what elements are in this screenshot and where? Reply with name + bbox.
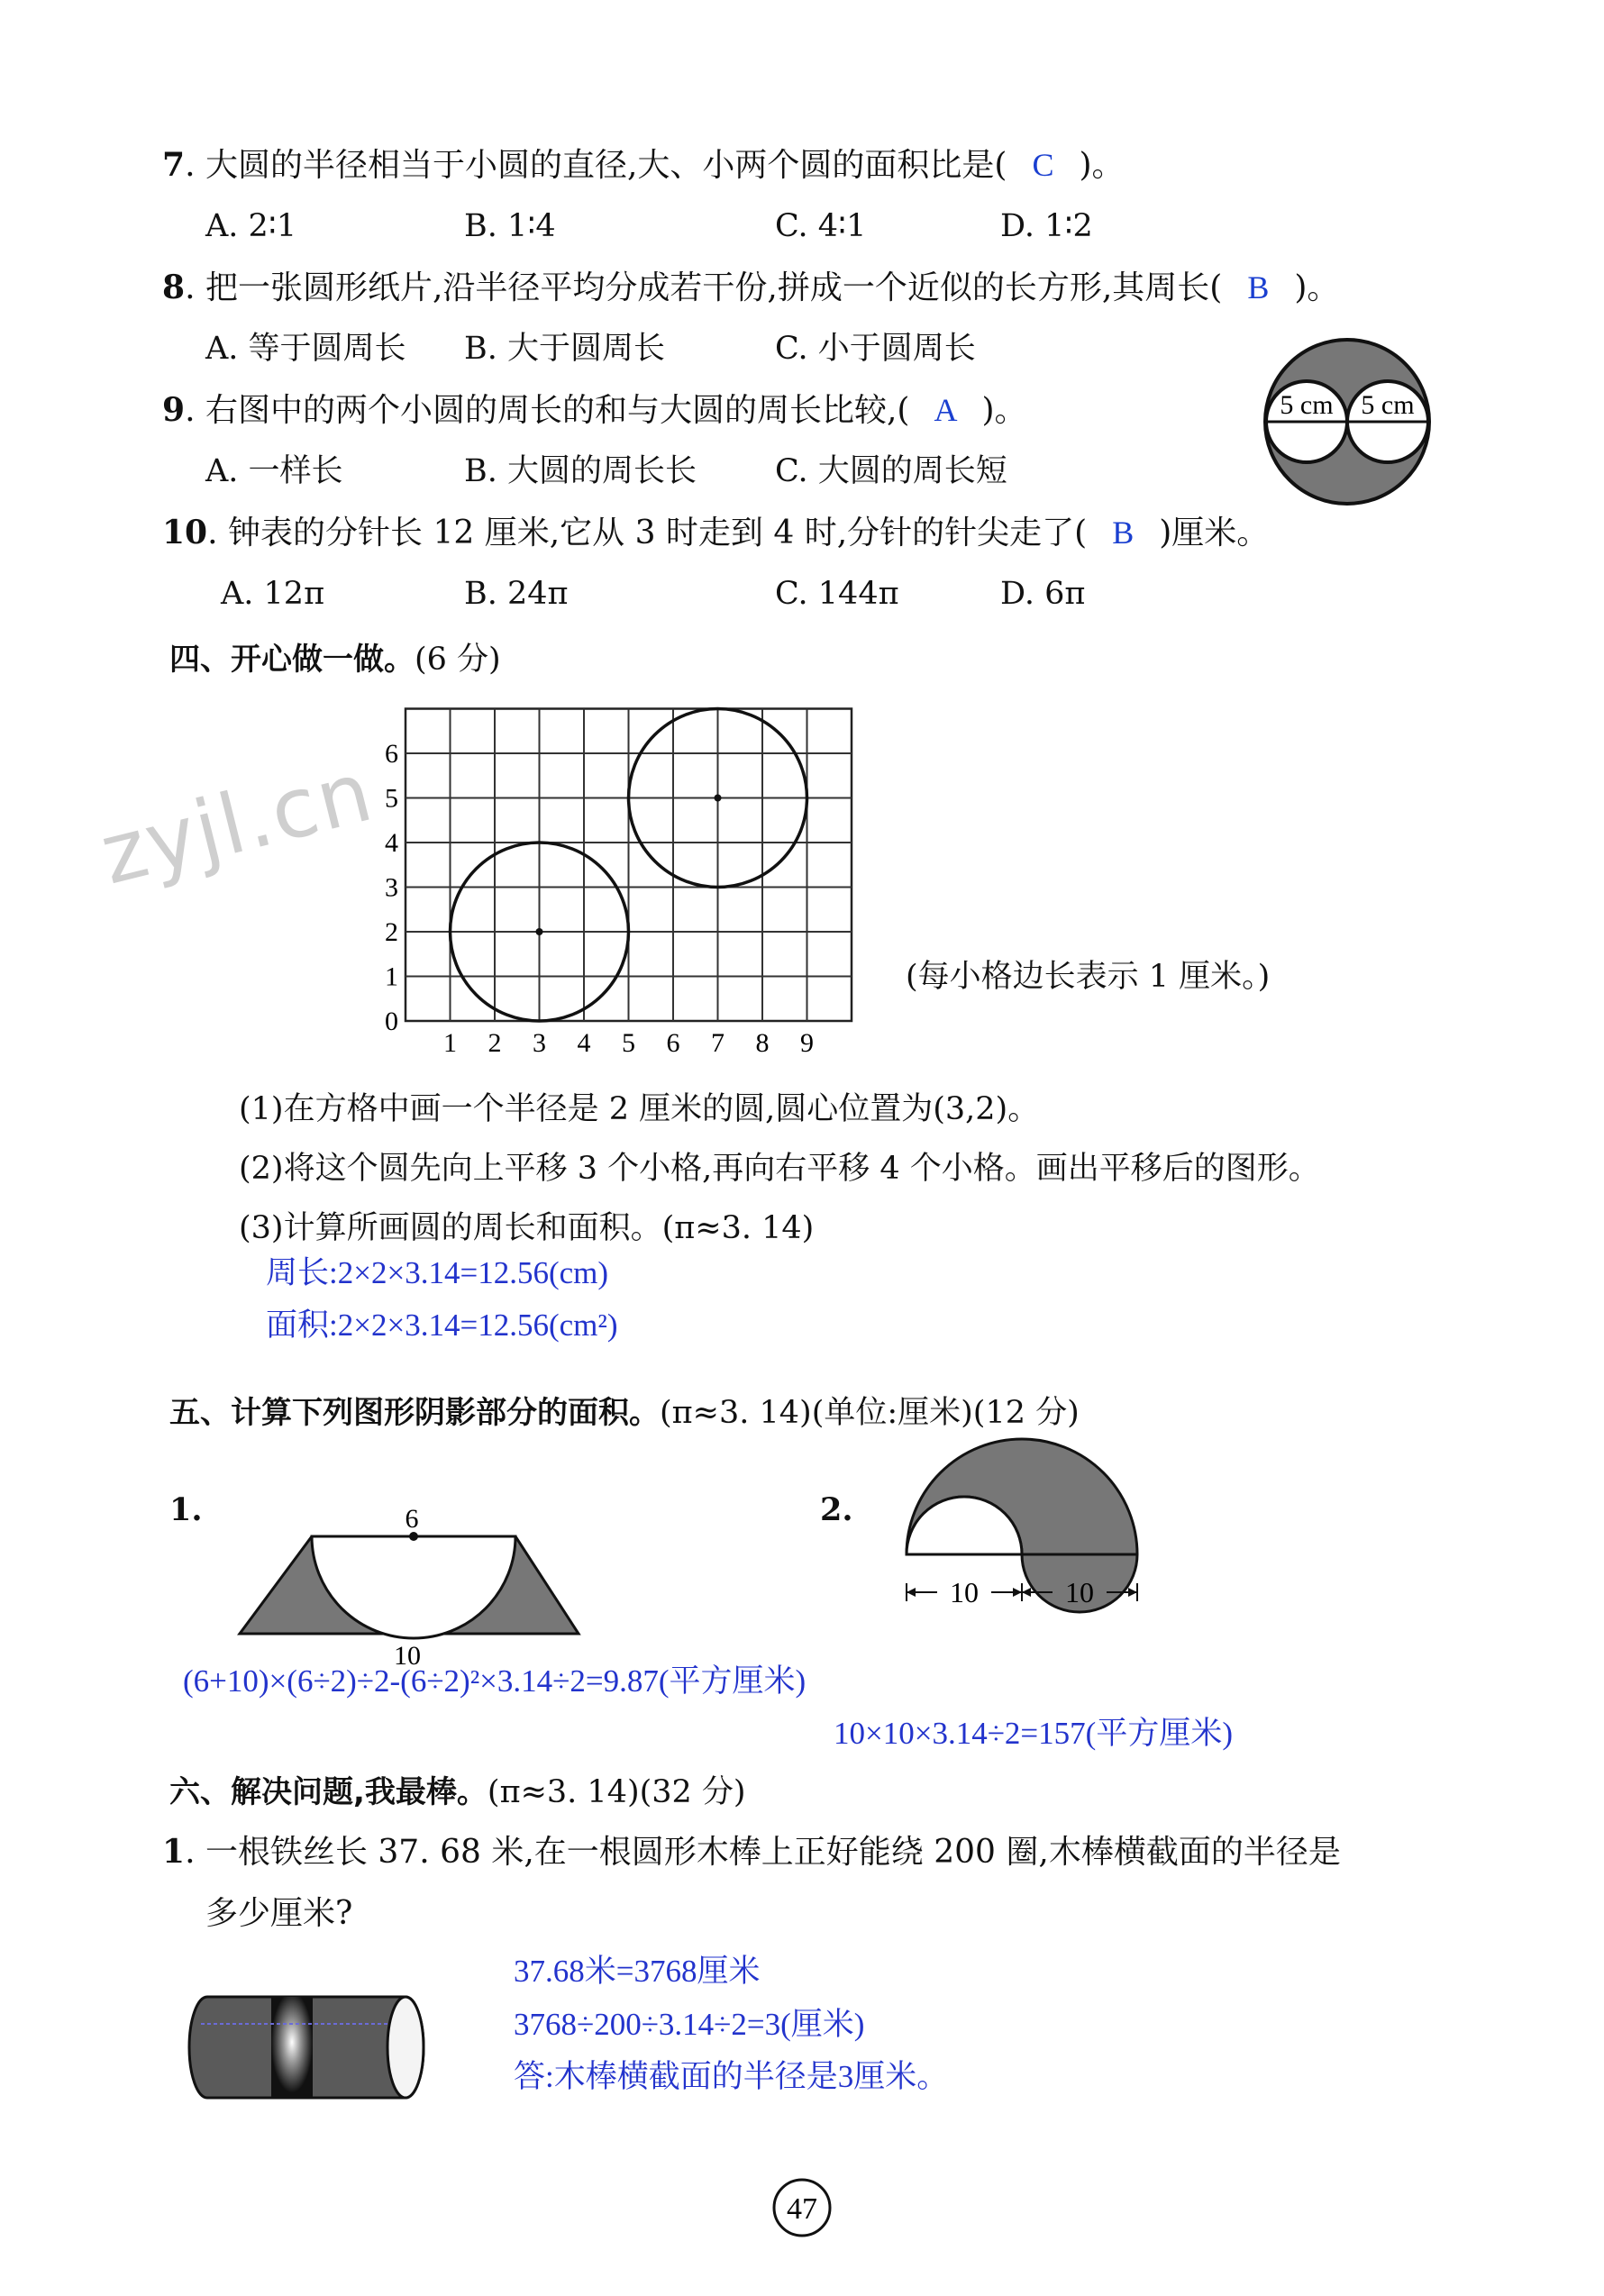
shaded-semicircles-figure <box>901 1410 1171 1608</box>
grid-note: (每小格边长表示 1 厘米。) <box>906 959 1271 995</box>
section-5-answer-1: (6+10)×(6÷2)÷2-(6÷2)²×3.14÷2=9.87(平方厘米) <box>183 1663 807 1699</box>
fig2-label-right: 10 <box>1065 1576 1094 1608</box>
fig2-label-left: 10 <box>950 1576 979 1608</box>
q9-option-a: A. 一样长 <box>205 453 343 489</box>
section-6-answer-line-3: 答:木棒横截面的半径是3厘米。 <box>514 2059 949 2094</box>
q10-option-a: A. 12π <box>221 576 325 612</box>
fig1-bottom-label: 10 <box>394 1641 421 1671</box>
y-tick-label: 4 <box>385 828 398 858</box>
section-6-heading <box>169 1773 746 1811</box>
coordinate-grid <box>378 698 883 1077</box>
question-9-number: 9 <box>162 391 186 429</box>
q7-option-c: C. 4∶1 <box>775 208 867 244</box>
circle-center-dot <box>715 795 722 802</box>
question-9 <box>162 391 1027 430</box>
question-7 <box>162 146 1125 185</box>
q9-label-right: 5 cm <box>1361 390 1415 420</box>
x-tick-label: 6 <box>666 1028 680 1058</box>
question-9-stem-end: )。 <box>981 392 1027 429</box>
q8-option-c: C. 小于圆周长 <box>775 331 976 367</box>
q7-option-b: B. 1∶4 <box>464 208 556 244</box>
section-5-fig1-number: 1. <box>169 1491 203 1528</box>
section-4-score: (6 分) <box>415 642 501 678</box>
y-tick-label: 6 <box>385 739 398 769</box>
x-tick-label: 7 <box>711 1028 725 1058</box>
q9-circles-figure <box>1262 336 1433 507</box>
question-8-stem-end: )。 <box>1294 269 1340 306</box>
q10-option-c: C. 144π <box>775 576 899 612</box>
section-6-title: 六、解决问题,我最棒。 <box>169 1774 488 1810</box>
y-tick-label: 1 <box>385 961 398 992</box>
question-10-stem-end: )厘米。 <box>1159 515 1270 551</box>
q9-label-left: 5 cm <box>1280 390 1334 420</box>
question-7-stem-end: )。 <box>1079 147 1125 184</box>
x-tick-label: 1 <box>443 1028 457 1058</box>
question-10-stem: . 钟表的分针长 12 厘米,它从 3 时走到 4 时,分针的针尖走了( <box>207 515 1088 551</box>
question-10-answer: B <box>1112 515 1135 551</box>
section-5-suffix: (π≈3. 14)(单位:厘米)(12 分) <box>660 1395 1080 1431</box>
q10-option-b: B. 24π <box>464 576 569 612</box>
section-6-answer-line-1: 37.68米=3768厘米 <box>514 1954 761 1989</box>
question-10 <box>162 514 1269 552</box>
section-4-answer-circumference: 周长:2×2×3.14=12.56(cm) <box>266 1255 609 1290</box>
question-10-number: 10 <box>162 514 208 551</box>
y-tick-label: 2 <box>385 917 398 947</box>
section-4-item-2: (2)将这个圆先向上平移 3 个小格,再向右平移 4 个小格。画出平移后的图形。 <box>239 1151 1320 1187</box>
section-6-q1-line1: . 一根铁丝长 37. 68 米,在一根圆形木棒上正好能绕 200 圈,木棒横截面的半径是 <box>185 1834 1341 1871</box>
section-5-answer-2: 10×10×3.14÷2=157(平方厘米) <box>834 1716 1233 1751</box>
question-8-answer: B <box>1247 269 1270 305</box>
x-tick-label: 9 <box>800 1028 814 1058</box>
page-number-badge <box>770 2176 834 2239</box>
section-5-title: 五、计算下列图形阴影部分的面积。 <box>169 1395 660 1431</box>
q10-option-d: D. 6π <box>1000 576 1086 612</box>
x-tick-label: 5 <box>622 1028 635 1058</box>
x-tick-label: 3 <box>533 1028 546 1058</box>
question-9-stem: . 右图中的两个小圆的周长的和与大圆的周长比较,( <box>185 392 910 429</box>
question-7-number: 7 <box>162 146 186 184</box>
wooden-stick-figure <box>185 1990 428 2107</box>
section-4-answer-area: 面积:2×2×3.14=12.56(cm²) <box>266 1307 618 1343</box>
section-6-suffix: (π≈3. 14)(32 分) <box>487 1774 746 1810</box>
y-tick-label: 3 <box>385 872 398 903</box>
section-4-item-3: (3)计算所画圆的周长和面积。(π≈3. 14) <box>239 1210 815 1246</box>
q7-option-a: A. 2∶1 <box>205 208 297 244</box>
y-tick-label: 5 <box>385 783 398 814</box>
x-tick-label: 8 <box>755 1028 770 1058</box>
q9-option-c: C. 大圆的周长短 <box>775 453 1007 489</box>
q9-option-b: B. 大圆的周长长 <box>464 453 697 489</box>
section-6-q1-number: 1 <box>162 1833 186 1871</box>
page-number: 47 <box>787 2192 817 2226</box>
fig1-top-label: 6 <box>405 1504 419 1534</box>
x-tick-label: 2 <box>488 1028 502 1058</box>
watermark: zyjl.cn <box>91 743 383 904</box>
section-4-title: 四、开心做一做。 <box>169 642 415 678</box>
q8-option-b: B. 大于圆周长 <box>464 331 665 367</box>
question-7-stem: . 大圆的半径相当于小圆的直径,大、小两个圆的面积比是( <box>185 147 1007 184</box>
q7-option-d: D. 1∶2 <box>1000 208 1093 244</box>
q8-option-a: A. 等于圆周长 <box>205 331 406 367</box>
question-7-answer: C <box>1032 147 1054 183</box>
shaded-trapezoid-figure <box>236 1500 597 1671</box>
section-5-fig2-number: 2. <box>820 1491 853 1528</box>
circle-center-dot <box>536 928 543 935</box>
question-8-stem: . 把一张圆形纸片,沿半径平均分成若干份,拼成一个近似的长方形,其周长( <box>185 269 1223 306</box>
question-8 <box>162 269 1339 307</box>
section-6-question-1 <box>162 1833 1341 1872</box>
section-6-answer-line-2: 3768÷200÷3.14÷2=3(厘米) <box>514 2007 865 2042</box>
section-6-q1-line2: 多少厘米? <box>205 1895 353 1932</box>
x-tick-label: 4 <box>577 1028 591 1058</box>
question-8-number: 8 <box>162 269 186 306</box>
section-4-heading <box>169 641 501 679</box>
y-tick-label: 0 <box>385 1007 398 1036</box>
section-4-item-1: (1)在方格中画一个半径是 2 厘米的圆,圆心位置为(3,2)。 <box>239 1091 1040 1127</box>
question-9-answer: A <box>934 392 958 428</box>
